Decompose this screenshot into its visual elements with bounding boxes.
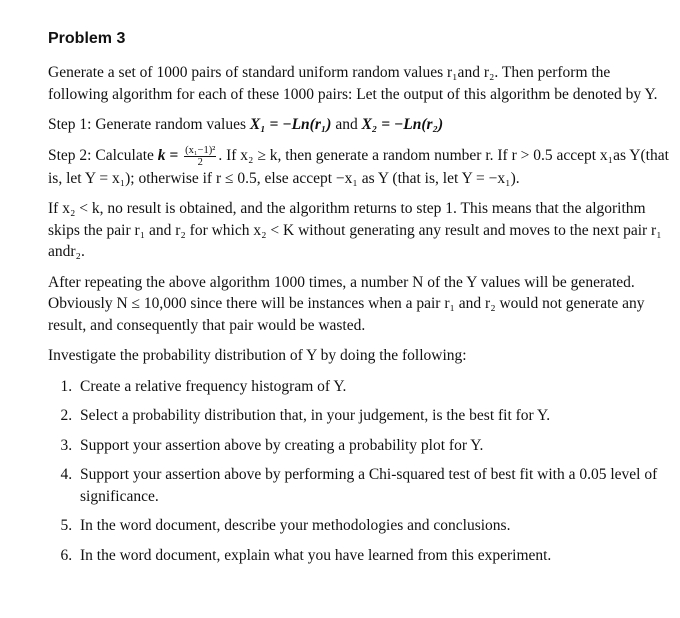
step-1 [48, 114, 670, 136]
task-item: 3. Support your assertion above by creating a probability plot for Y. [76, 435, 670, 457]
no-result-paragraph: If x₂ < k, no result is obtained, and the algorithm returns to step 1. This means that the algorithm skips the pair r₁ and r₂ for which x₂ < K without generating any result and moves to the next pair r₁ andr₂. [48, 200, 662, 260]
problem-title: Problem 3 [48, 30, 126, 47]
document-page [48, 30, 670, 574]
task-item: 6. In the word document, explain what you have learned from this experiment. [76, 545, 670, 567]
step-1-label: Step 1: Generate random values [48, 116, 250, 133]
step-2 [48, 145, 670, 190]
task-item: 4. Support your assertion above by performing a Chi-squared test of best fit with a 0.05 level of significance. [76, 464, 670, 507]
x1-formula: X₁ = −Ln(r₁) [249, 116, 332, 133]
x2-formula: X₂ = −Ln(r₂) [361, 116, 444, 133]
step-2-label: Step 2: Calculate [48, 146, 158, 164]
task-item: 5. In the word document, describe your methodologies and conclusions. [76, 515, 670, 537]
intro-paragraph: Generate a set of 1000 pairs of standard uniform random values r₁and r₂. Then perform the following algorithm for each of these 1000 pairs: Let the output of this algorithm be denoted by Y. [48, 64, 658, 103]
task-item: 2. Select a probability distribution that, in your judgement, is the best fit for Y. [76, 405, 670, 427]
investigate-paragraph: Investigate the probability distribution of Y by doing the following: [48, 347, 467, 364]
step-2-text: . If x₂ ≥ k, then generate a random number r. If r > 0.5 accept x₁as Y(that is, let Y = x₁); otherwise if r ≤ 0.5, else accept −x₁ as Y (that is, let Y = −x₁). [48, 146, 669, 187]
step-1-and: and [331, 116, 362, 133]
task-list [48, 376, 670, 567]
k-numerator: (x₁−1)² [185, 144, 216, 156]
k-formula: k = [157, 146, 183, 164]
repeat-paragraph: After repeating the above algorithm 1000 times, a number N of the Y values will be generated. Obviously N ≤ 10,000 since there will be instances when a pair r₁ and r₂ would not generate any result, and consequently that pair would be wasted. [48, 273, 645, 334]
task-item: 1. Create a relative frequency histogram of Y. [76, 376, 670, 398]
k-fraction [184, 145, 216, 168]
k-denominator: 2 [197, 156, 203, 168]
